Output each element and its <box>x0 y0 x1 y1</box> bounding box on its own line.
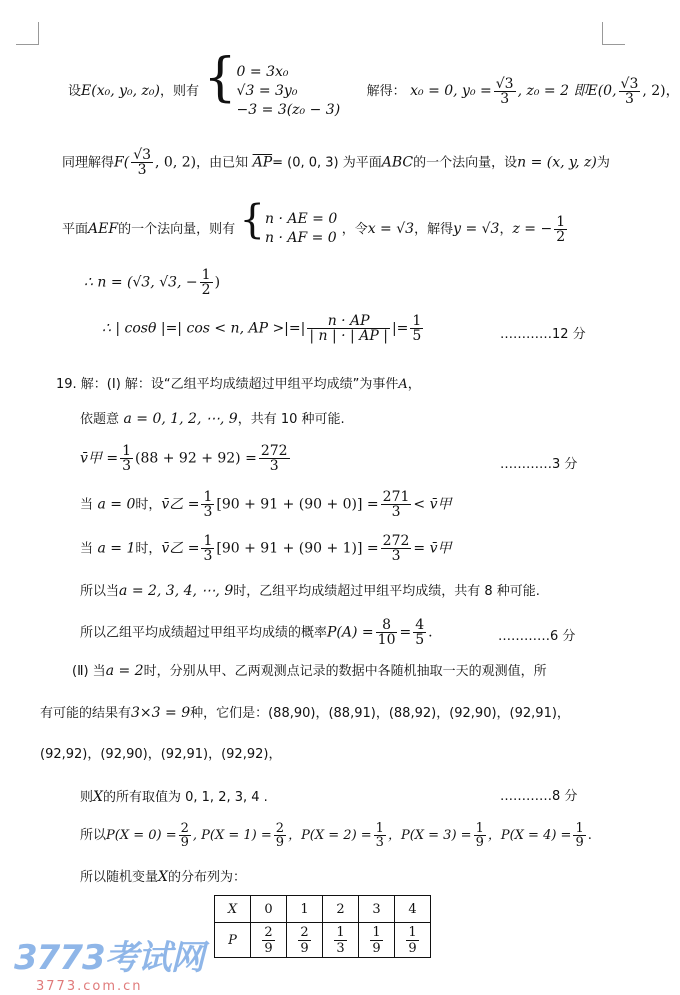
line-18: 所以随机变量X的分布列为： <box>80 869 246 885</box>
line-11: 所以当a = 2, 3, 4, ⋯, 9时，乙组平均成绩超过甲组平均成绩，共有 8 种可能. <box>80 583 540 599</box>
score-6: …………6 分 <box>498 629 576 644</box>
line-2: 同理解得F( $\frac{√3}{3}$ , 0, 2)，由已知 $\overline{AP}= (0$, 0, 3) 为平面ABC的一个法向量，设n = (x, y, z)为 <box>62 147 610 178</box>
line-3: 平面AEF的一个法向量，则有 {n · AE = 0 n · AF = 0 ，令x = √3，解得y = √3，z = − $\frac{1}{2}$ <box>62 197 566 246</box>
line-17: 所以P(X = 0) = $\frac{2}{9}$ , P(X = 1) = $\frac{2}{9}$ ，P(X = 2) = $\frac{1}{3}$ ，P(X = 3) = $\frac{1}{9}$ ，P(X = 4) = $\frac{1}{9}$ . <box>80 821 592 850</box>
logo-text: 3773考试网 <box>14 938 204 978</box>
q19-heading: 19. 解：(Ⅰ) 解：设“乙组平均成绩超过甲组平均成绩”为事件A， <box>56 377 421 392</box>
logo-url: 3773.com.cn <box>36 979 143 994</box>
score-12: …………12 分 <box>500 327 586 342</box>
distribution-table <box>214 895 431 958</box>
watermark-logo <box>14 930 204 994</box>
corner-mark-right <box>602 22 625 45</box>
table-row: X 0 1 2 3 4 <box>215 896 431 923</box>
corner-mark-left <box>16 22 39 45</box>
score-8: …………8 分 <box>500 789 578 804</box>
score-3: …………3 分 <box>500 457 578 472</box>
line-5: ∴ | cosθ |=| cos < n, AP >|=| $\frac{n \cdot AP}{| n | \cdot | AP |}$ |= $\frac{1}{5}$ <box>102 313 422 344</box>
line-8: v̄甲 = $\frac{1}{3}$ (88 + 92 + 92) = $\frac{272}{3}$ <box>80 443 288 474</box>
line-14: 有可能的结果有3×3 = 9种，它们是：(88,90)，(88,91)，(88,92)，(92,90)，(92,91)， <box>40 705 570 721</box>
line-10: 当 a = 1时，v̄乙 = $\frac{1}{3}$ [90 + 91 + (90 + 1)] = $\frac{272}{3}$ = v̄甲 <box>80 533 452 564</box>
line-12: 所以乙组平均成绩超过甲组平均成绩的概率P(A) = $\frac{8}{10}$ = $\frac{4}{5}$ . <box>80 617 433 648</box>
line-4: ∴ n = (√3, √3, − $\frac{1}{2}$ ) <box>84 267 221 298</box>
line-9: 当 a = 0时，v̄乙 = $\frac{1}{3}$ [90 + 91 + (90 + 0)] = $\frac{271}{3}$ < v̄甲 <box>80 489 452 520</box>
line-13: (Ⅱ) 当a = 2时，分别从甲、乙两观测点记录的数据中各随机抽取一天的观测值，所 <box>72 663 547 679</box>
line-7: 依题意 a = 0, 1, 2, ⋯, 9，共有 10 种可能. <box>80 411 345 427</box>
line-15: (92,92)，(92,90)，(92,91)，(92,92)， <box>40 747 282 762</box>
line-1: 设E(x₀, y₀, z₀)，则有 {0 = 3x₀ √3 = 3y₀ −3 = 3(z₀ − 3) 解得： x₀ = 0, y₀ = $\frac{√3}{3}$ , z₀ = 2 即E(0, $\frac{√3}{3}$ , 2)， <box>68 48 680 118</box>
table-row: P $\frac{2}{9}$ $\frac{2}{9}$ $\frac{1}{3}$ $\frac{1}{9}$ $\frac{1}{9}$ <box>215 923 431 958</box>
line-16: 则X的所有取值为 0, 1, 2, 3, 4 . <box>80 789 268 805</box>
